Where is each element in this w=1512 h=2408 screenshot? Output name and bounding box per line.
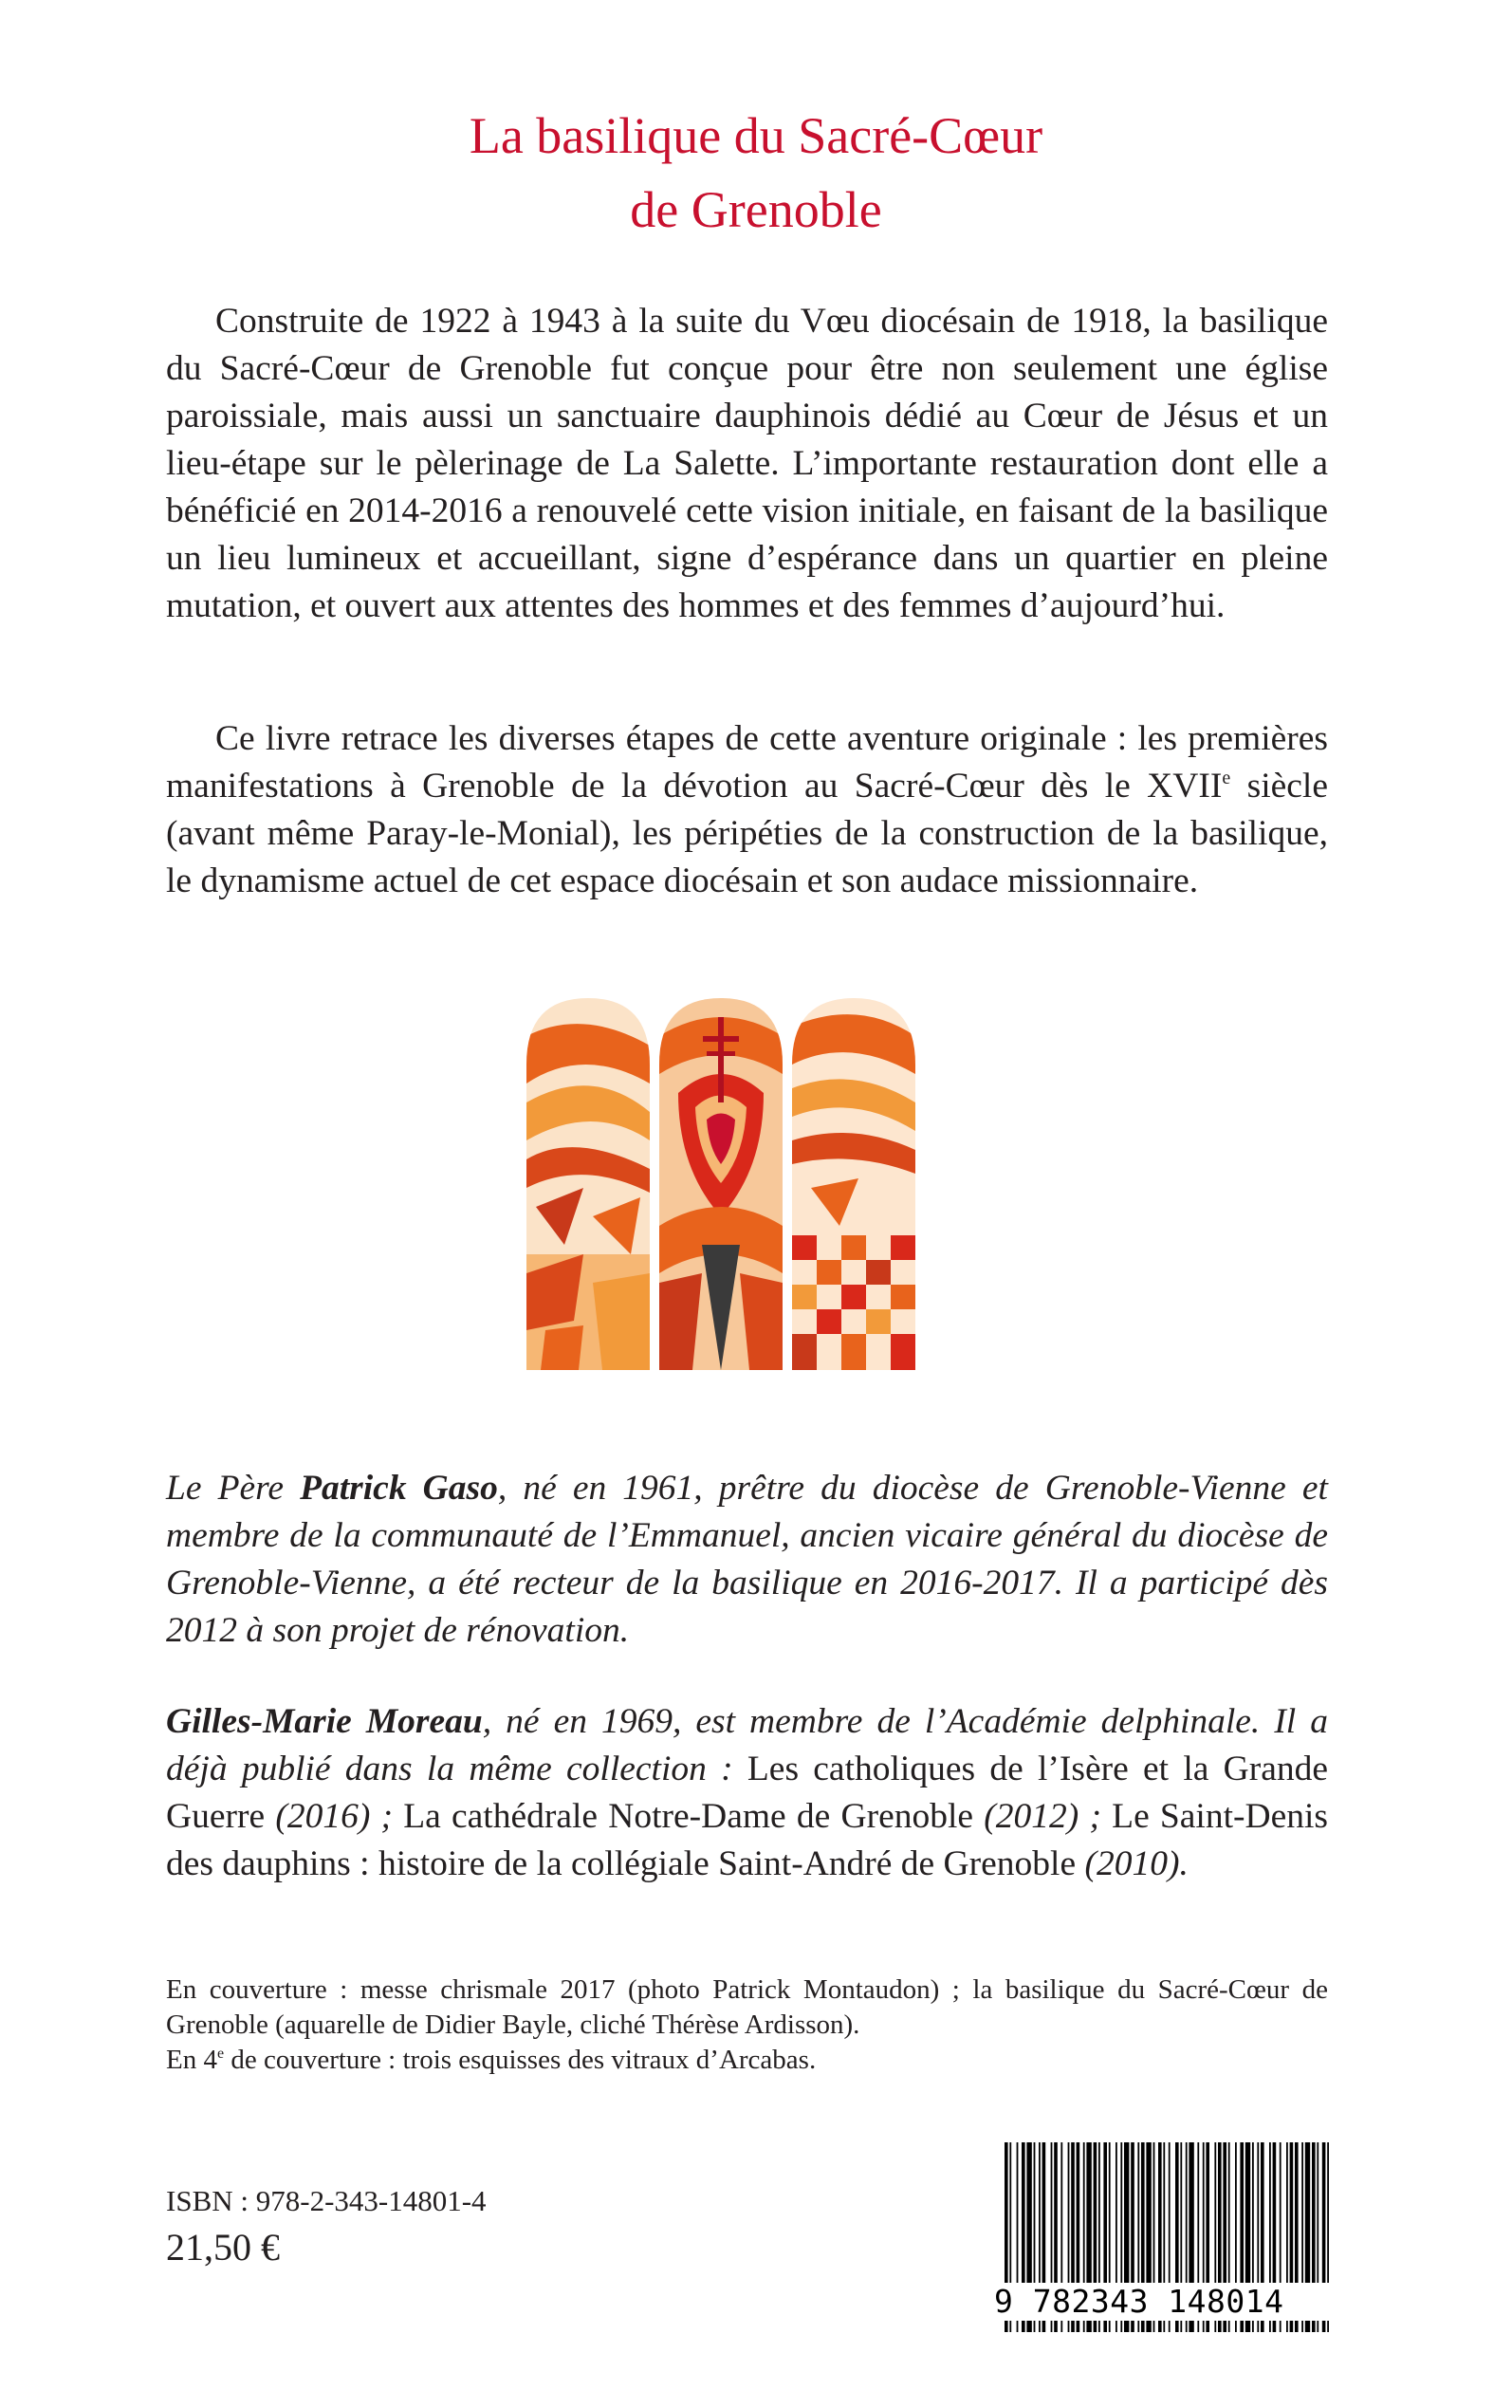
cover-credits xyxy=(166,1973,1328,2078)
credits-line-2-b: de couverture : trois esquisses des vitraux d’Arcabas. xyxy=(224,2045,817,2075)
author2-year-2: (2012) ; xyxy=(973,1797,1113,1836)
author-bio-gaso xyxy=(166,1465,1328,1655)
stained-glass-illustration xyxy=(526,998,915,1370)
credits-line-2-a: En 4 xyxy=(166,2045,217,2075)
paragraph-2-text xyxy=(166,715,1328,905)
author2-book-1: Les catholiques de l’Isère et la Grande Guerre xyxy=(166,1750,1328,1836)
book-title xyxy=(0,99,1512,247)
author1-bio: , né en 1961, prêtre du diocèse de Grenoble-Vienne et membre de la communauté de l’Emmanuel, ancien vicaire général du diocèse de Grenoble-Vienne, a été recteur de la basilique en 2016-2017. Il a participé dès 2012 à son projet de rénovation. xyxy=(166,1469,1328,1650)
right-window xyxy=(792,998,915,1370)
title-line-2: de Grenoble xyxy=(630,181,882,238)
isbn-text: ISBN : 978-2-343-14801-4 xyxy=(166,2184,487,2217)
title-line-1: La basilique du Sacré-Cœur xyxy=(469,107,1043,164)
author2-year-3: (2010). xyxy=(1076,1844,1189,1883)
author2-year-1: (2016) ; xyxy=(265,1797,404,1836)
description-paragraph-1 xyxy=(166,298,1328,630)
author2-bio: , né en 1969, est membre de l’Académie delphinale. Il a déjà publié dans la même collection : xyxy=(166,1702,1328,1788)
left-window xyxy=(526,998,650,1370)
paragraph-2-part-a: Ce livre retrace les diverses étapes de cette aventure originale : les premières manifestations à Grenoble de la dévotion au Sacré-Cœur dès le XVII xyxy=(166,719,1328,806)
description-paragraph-2 xyxy=(166,715,1328,905)
credits-line-2 xyxy=(166,2043,1328,2078)
paragraph-1-text: Construite de 1922 à 1943 à la suite du Vœu diocésain de 1918, la basilique du Sacré-Cœur de Grenoble fut conçue pour être non seulement une église paroissiale, mais aussi un sanctuaire dauphinois dédié au Cœur de Jésus et un lieu-étape sur le pèlerinage de La Salette. L’importante restauration dont elle a bénéficié en 2014-2016 a renouvelé cette vision initiale, en faisant de la basilique un lieu lumineux et accueillant, signe d’espérance dans un quartier en pleine mutation, et ouvert aux attentes des hommes et des femmes d’aujourd’hui. xyxy=(166,302,1328,625)
price-text: 21,50 € xyxy=(166,2226,280,2269)
author-bio-moreau xyxy=(166,1698,1328,1888)
credits-superscript: e xyxy=(216,2046,225,2062)
century-superscript: e xyxy=(1222,768,1231,788)
author1-prefix: Le Père xyxy=(166,1469,301,1508)
credits-line-1: En couverture : messe chrismale 2017 (photo Patrick Montaudon) ; la basilique du Sacré-Cœur de Grenoble (aquarelle de Didier Bayle, cliché Thérèse Ardisson). xyxy=(166,1974,1328,2040)
author2-book-3: Le Saint-Denis des dauphins : histoire de la collégiale Saint-André de Grenoble xyxy=(166,1797,1328,1883)
barcode-digits: 9 782343 148014 xyxy=(994,2283,1345,2321)
paragraph-2-part-b: siècle (avant même Paray-le-Monial), les péripéties de la construction de la basilique, le dynamisme actuel de cet espace diocésain et son audace missionnaire. xyxy=(166,767,1328,900)
center-window xyxy=(659,998,783,1370)
author2-name: Gilles-Marie Moreau xyxy=(166,1702,483,1741)
author2-book-2: La cathédrale Notre-Dame de Grenoble xyxy=(403,1797,974,1836)
author1-name: Patrick Gaso xyxy=(300,1469,498,1508)
